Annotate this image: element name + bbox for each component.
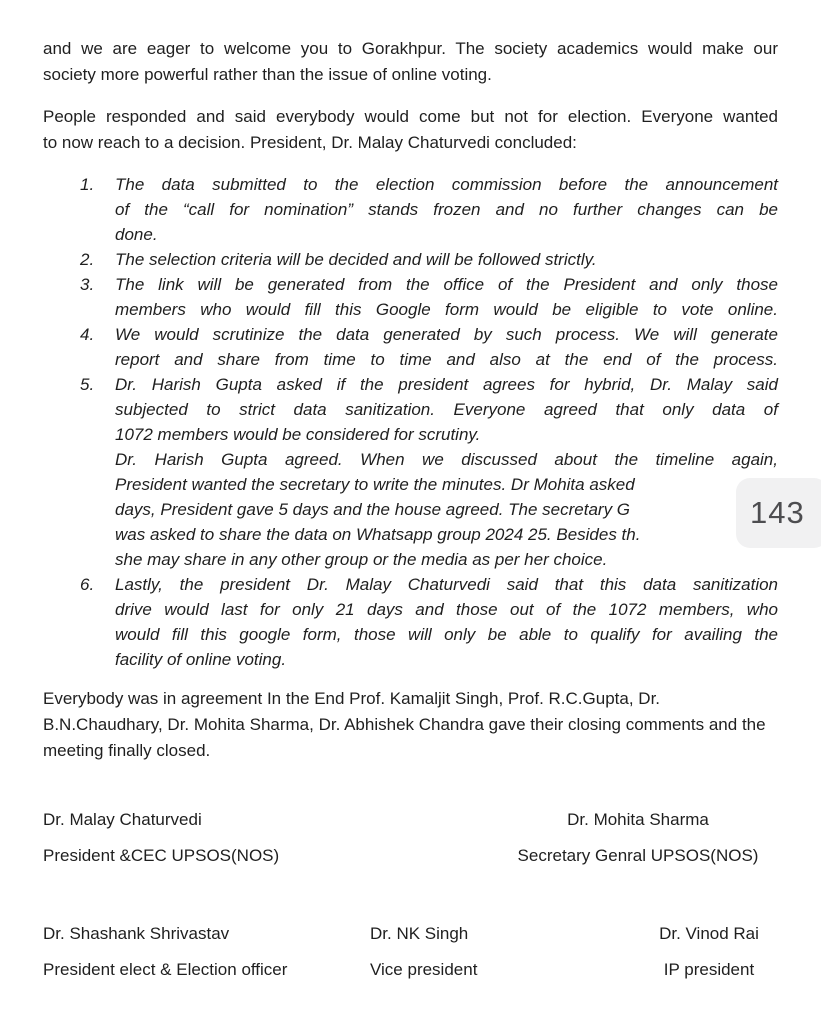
text-line: B.N.Chaudhary, Dr. Mohita Sharma, Dr. Abhishek Chandra gave their closing comments and (43, 715, 738, 734)
numbered-list (43, 172, 778, 672)
signature-block (370, 924, 640, 980)
list-item-number: 6. (80, 575, 95, 594)
list-item (43, 272, 778, 322)
list-item (43, 572, 778, 672)
text-line: The link will be generated from the office of the President and only those (115, 275, 778, 294)
text-line: We would scrutinize the data generated by such process. We will generate (115, 325, 778, 344)
signature-block (498, 810, 778, 866)
list-item-text (115, 247, 778, 272)
closing-paragraph (43, 686, 778, 764)
intro-paragraph (43, 36, 778, 88)
page-number-badge (736, 478, 821, 548)
signature-title: President elect & Election officer (43, 960, 288, 979)
signature-title: IP president (663, 960, 755, 979)
list-item (43, 322, 778, 372)
signature-row-2 (43, 924, 778, 980)
text-line: members who would fill this Google form would be eligible to vote online. (115, 300, 778, 319)
text-line: People responded and said everybody would come but not for election. Everyone wanted (43, 107, 778, 126)
page-number-text: 143 (750, 495, 805, 530)
list-item-number: 3. (80, 275, 95, 294)
decision-paragraph (43, 104, 778, 156)
text-line: the meeting finally closed. (43, 715, 766, 760)
signature-row-1 (43, 810, 778, 866)
signature-title: President &CEC UPSOS(NOS) (43, 846, 280, 865)
text-line: Dr. Harish Gupta agreed. When we discussed about the timeline again, (115, 450, 778, 469)
list-item-text (115, 572, 778, 672)
text-line: drive would last for only 21 days and those out of the 1072 members, who (115, 600, 778, 619)
text-line: Everybody was in agreement In the End Prof. Kamaljit Singh, Prof. R.C.Gupta, Dr. (43, 689, 661, 708)
list-item-number: 1. (80, 175, 95, 194)
list-item-text (115, 172, 778, 247)
list-item (43, 172, 778, 247)
text-line: society more powerful rather than the issue of online voting. (43, 65, 492, 84)
text-line: of the “call for nomination” stands frozen and no further changes can be (115, 200, 778, 219)
text-line: was asked to share the data on Whatsapp group 2024 25. Besides th. (115, 525, 641, 544)
list-item (43, 247, 778, 272)
text-line: and we are eager to welcome you to Gorakhpur. The society academics would make our (43, 39, 778, 58)
signature-block (43, 924, 370, 980)
list-item-number: 5. (80, 375, 95, 394)
text-line: The selection criteria will be decided and will be followed strictly. (115, 250, 597, 269)
text-line: to now reach to a decision. President, Dr. Malay Chaturvedi concluded: (43, 133, 577, 152)
signature-name: Dr. NK Singh (370, 924, 469, 943)
list-item-text (115, 272, 778, 322)
text-line: Lastly, the president Dr. Malay Chaturvedi said that this data sanitization (115, 575, 778, 594)
text-line: subjected to strict data sanitization. Everyone agreed that only data of (115, 400, 778, 419)
text-line: would fill this google form, those will only be able to qualify for availing the (115, 625, 778, 644)
signature-title: Vice president (370, 960, 478, 979)
text-line: 1072 members would be considered for scrutiny. (115, 425, 481, 444)
text-line: days, President gave 5 days and the house agreed. The secretary G (115, 500, 631, 519)
text-line: President wanted the secretary to write the minutes. Dr Mohita asked (115, 475, 635, 494)
signature-name: Dr. Shashank Shrivastav (43, 924, 230, 943)
signature-block (640, 924, 778, 980)
text-line: The data submitted to the election commission before the announcement (115, 175, 778, 194)
signature-block (43, 810, 498, 866)
text-line: done. (115, 225, 158, 244)
text-line: facility of online voting. (115, 650, 287, 669)
text-line: Dr. Harish Gupta asked if the president agrees for hybrid, Dr. Malay said (115, 375, 778, 394)
list-item-number: 4. (80, 325, 95, 344)
list-item-text (115, 372, 778, 572)
list-item-number: 2. (80, 250, 95, 269)
text-line: report and share from time to time and also at the end of the process. (115, 350, 778, 369)
list-item (43, 372, 778, 572)
signature-title: Secretary Genral UPSOS(NOS) (517, 846, 759, 865)
list-item-text (115, 322, 778, 372)
signature-name: Dr. Vinod Rai (659, 924, 759, 943)
signature-name: Dr. Mohita Sharma (567, 810, 709, 829)
text-line: she may share in any other group or the media as per her choice. (115, 550, 608, 569)
signature-name: Dr. Malay Chaturvedi (43, 810, 202, 829)
